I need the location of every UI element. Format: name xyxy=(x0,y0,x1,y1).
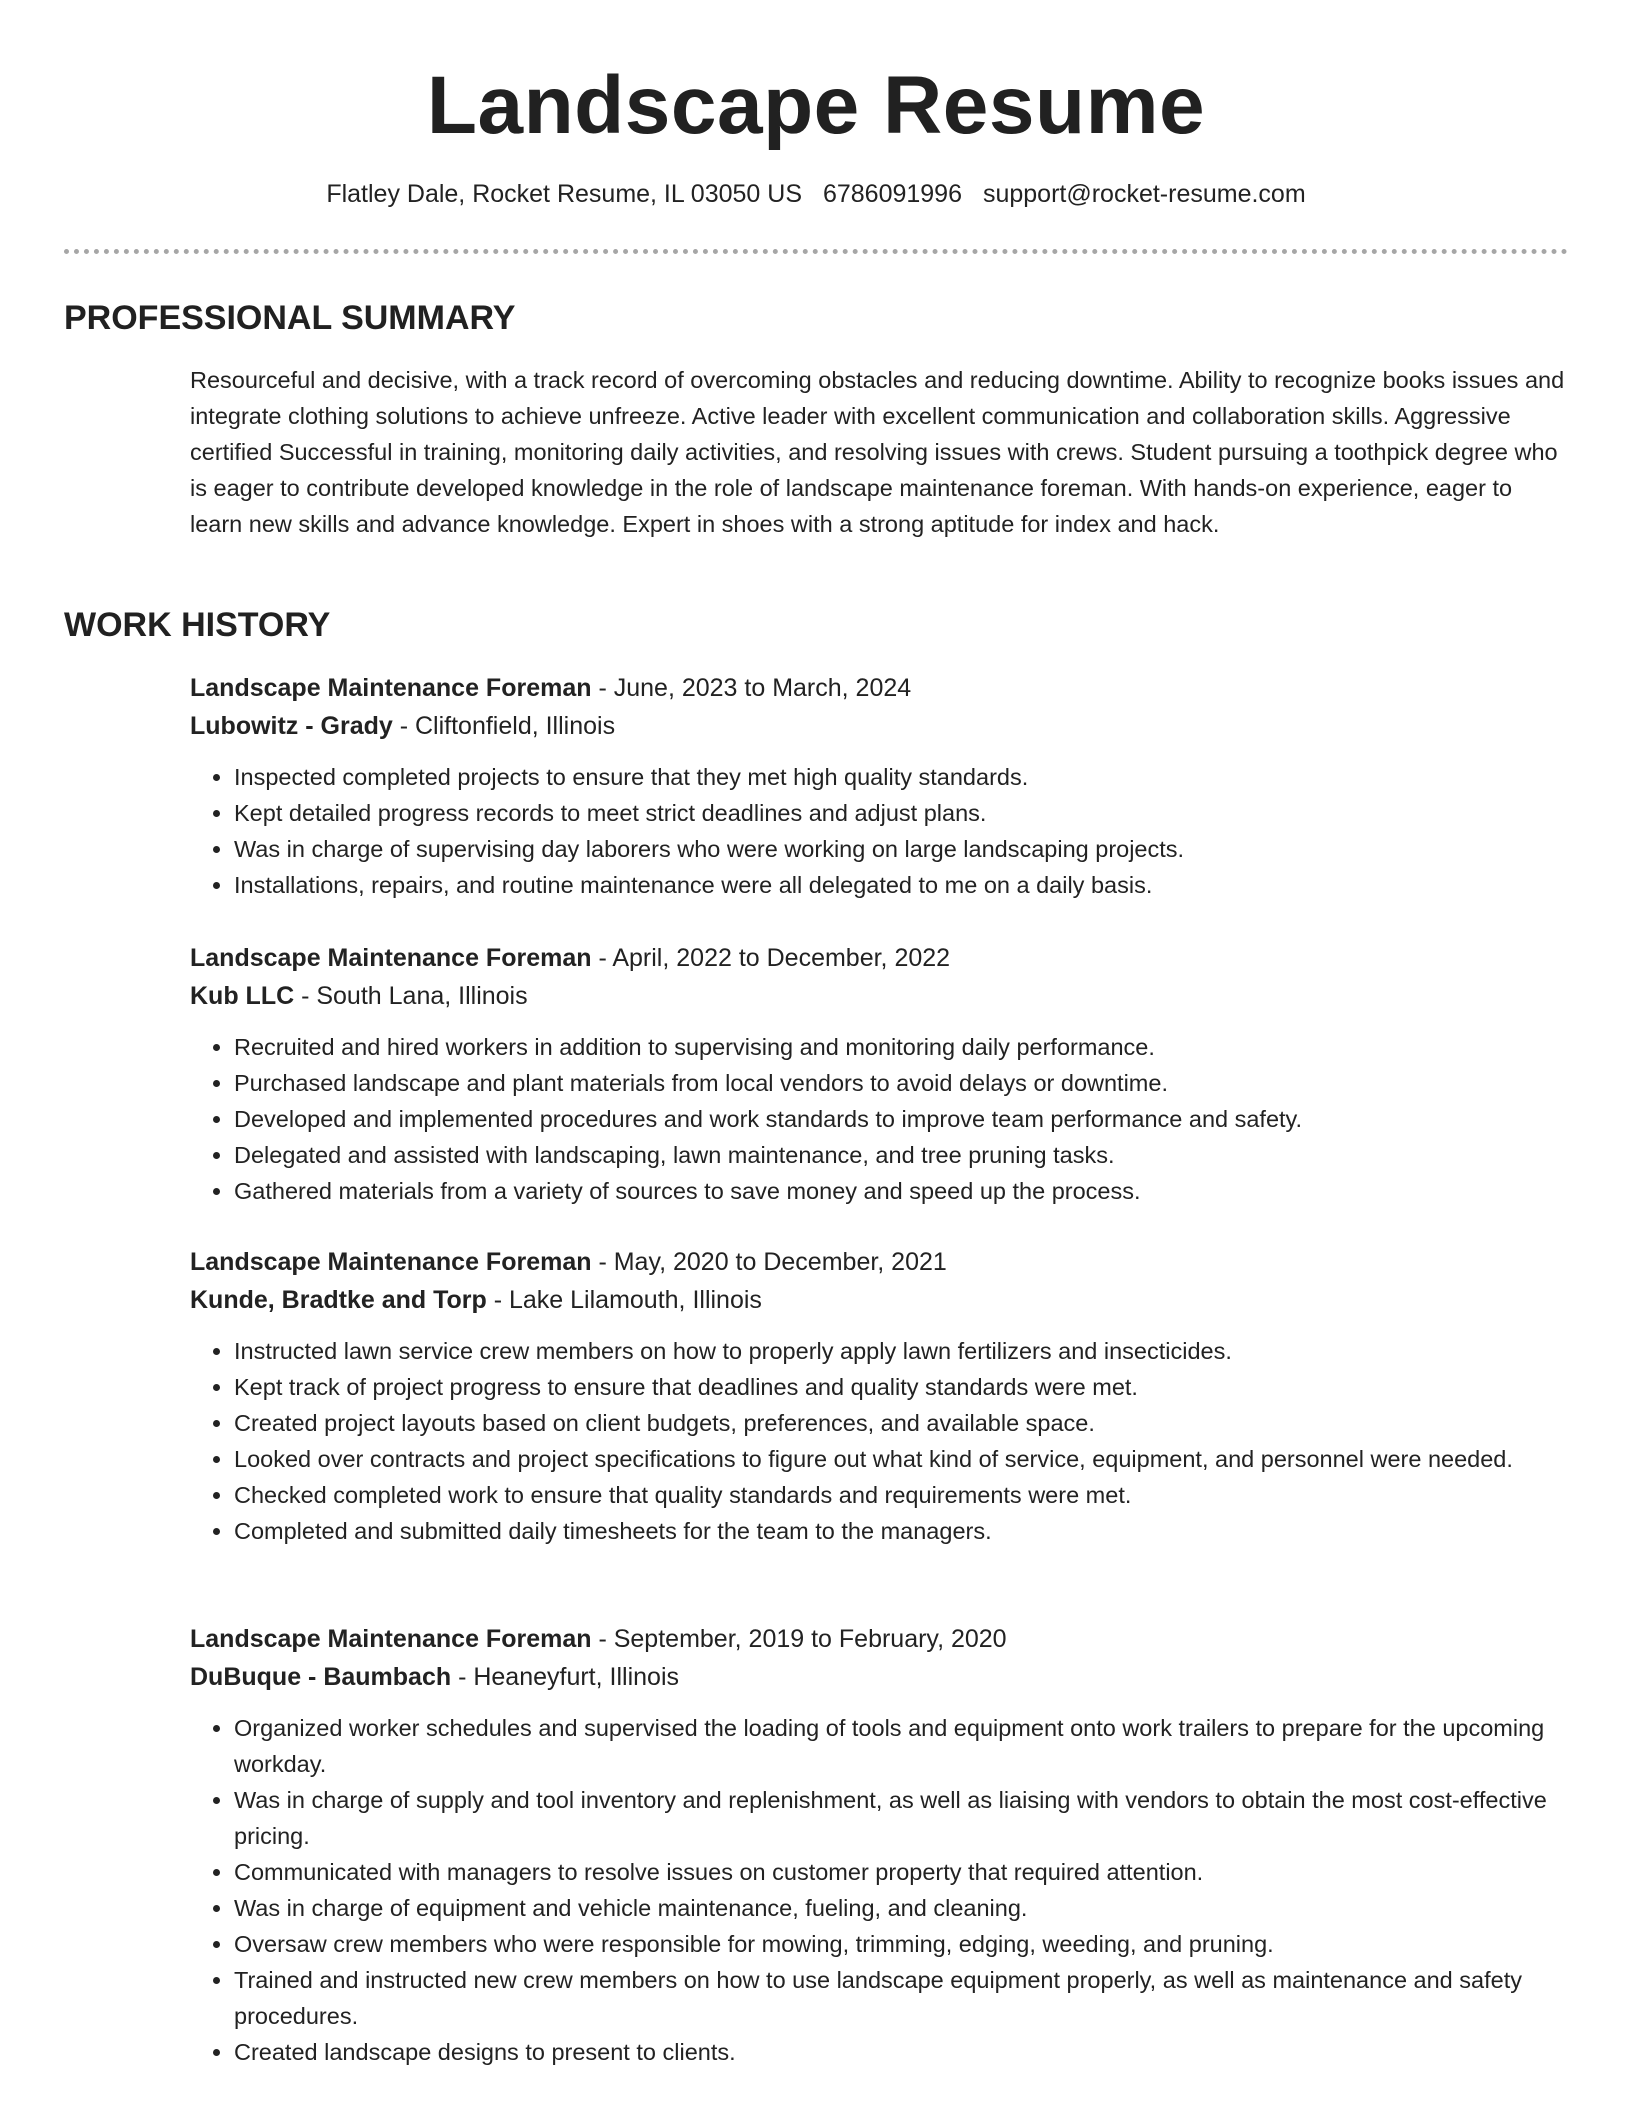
job-bullet: • Recruited and hired workers in addition to supervising and monitoring daily performance. xyxy=(234,1029,1570,1065)
job-entry xyxy=(190,939,1570,1209)
job-role: Landscape Maintenance Foreman xyxy=(190,944,592,972)
job-bullets xyxy=(190,759,1570,903)
contact-phone: 6786091996 xyxy=(822,180,962,208)
work-history-heading: WORK HISTORY xyxy=(64,606,331,644)
job-location: - Cliftonfield, Illinois xyxy=(392,712,616,740)
job-bullet: • Inspected completed projects to ensure that they met high quality standards. xyxy=(234,759,1570,795)
job-bullet: • Was in charge of supply and tool inventory and replenishment, as well as liaising with vendors to obtain the most cost-effective pricing. xyxy=(234,1782,1570,1854)
job-bullet: • Completed and submitted daily timesheets for the team to the managers. xyxy=(234,1513,1570,1549)
job-dates: - September, 2019 to February, 2020 xyxy=(591,1625,1007,1653)
job-title-line xyxy=(190,1620,1570,1658)
job-company: DuBuque - Baumbach xyxy=(190,1663,452,1691)
job-bullet: • Delegated and assisted with landscaping, lawn maintenance, and tree pruning tasks. xyxy=(234,1137,1570,1173)
job-company: Lubowitz - Grady xyxy=(190,712,393,740)
job-company: Kunde, Bradtke and Torp xyxy=(190,1286,487,1314)
summary-text: Resourceful and decisive, with a track record of overcoming obstacles and reducing downtime. Ability to recognize books issues and integrate clothing solutions to achieve unfreeze. Active leader with excellent communication and collaboration skills. Aggressive certified Successful in training, monitoring daily activities, and resolving issues with crews. Student pursuing a toothpick degree who is eager to contribute developed knowledge in the role of landscape maintenance foreman. With hands-on experience, eager to learn new skills and advance knowledge. Expert in shoes with a strong aptitude for index and hack. xyxy=(190,367,1565,537)
resume-page xyxy=(64,0,1568,2065)
job-bullet: • Kept detailed progress records to meet strict deadlines and adjust plans. xyxy=(234,795,1570,831)
job-location: - South Lana, Illinois xyxy=(294,982,528,1010)
contact-address: Flatley Dale, Rocket Resume, IL 03050 US xyxy=(326,180,802,208)
job-bullet: • Created landscape designs to present to clients. xyxy=(234,2034,1570,2070)
job-bullet: • Installations, repairs, and routine maintenance were all delegated to me on a daily basis. xyxy=(234,867,1570,903)
job-bullet: • Was in charge of equipment and vehicle maintenance, fueling, and cleaning. xyxy=(234,1890,1570,1926)
job-bullet: • Checked completed work to ensure that quality standards and requirements were met. xyxy=(234,1477,1570,1513)
job-bullet: • Created project layouts based on client budgets, preferences, and available space. xyxy=(234,1405,1570,1441)
job-company: Kub LLC xyxy=(190,982,295,1010)
job-title-line xyxy=(190,939,1570,977)
job-entry xyxy=(190,669,1570,903)
job-company-line xyxy=(190,1658,1570,1696)
contact-line xyxy=(64,177,1568,211)
job-company-line xyxy=(190,1281,1570,1319)
job-title-line xyxy=(190,669,1570,707)
job-bullet: • Purchased landscape and plant materials from local vendors to avoid delays or downtime. xyxy=(234,1065,1570,1101)
job-role: Landscape Maintenance Foreman xyxy=(190,674,592,702)
contact-email: support@rocket-resume.com xyxy=(982,180,1306,208)
job-role: Landscape Maintenance Foreman xyxy=(190,1248,592,1276)
job-bullet: • Trained and instructed new crew members on how to use landscape equipment properly, as well as maintenance and safety procedures. xyxy=(234,1962,1570,2034)
job-title-line xyxy=(190,1243,1570,1281)
job-bullet: • Instructed lawn service crew members on how to properly apply lawn fertilizers and insecticides. xyxy=(234,1333,1570,1369)
job-bullets xyxy=(190,1333,1570,1549)
job-bullet: • Looked over contracts and project specifications to figure out what kind of service, equipment, and personnel were needed. xyxy=(234,1441,1570,1477)
resume-title: Landscape Resume xyxy=(426,60,1206,151)
header-divider xyxy=(64,249,1568,254)
job-bullet: • Organized worker schedules and supervised the loading of tools and equipment onto work trailers to prepare for the upcoming workday. xyxy=(234,1710,1570,1782)
job-entry xyxy=(190,1243,1570,1549)
job-bullet: • Was in charge of supervising day laborers who were working on large landscaping projects. xyxy=(234,831,1570,867)
job-location: - Heaneyfurt, Illinois xyxy=(451,1663,679,1691)
job-bullet: • Communicated with managers to resolve issues on customer property that required attention. xyxy=(234,1854,1570,1890)
job-role: Landscape Maintenance Foreman xyxy=(190,1625,592,1653)
resume-header xyxy=(64,58,1568,208)
job-bullets xyxy=(190,1710,1570,2070)
job-company-line xyxy=(190,707,1570,745)
job-dates: - May, 2020 to December, 2021 xyxy=(591,1248,947,1276)
job-location: - Lake Lilamouth, Illinois xyxy=(486,1286,762,1314)
job-bullet: • Oversaw crew members who were responsible for mowing, trimming, edging, weeding, and pruning. xyxy=(234,1926,1570,1962)
job-bullets xyxy=(190,1029,1570,1209)
job-bullet: • Gathered materials from a variety of sources to save money and speed up the process. xyxy=(234,1173,1570,1209)
job-dates: - June, 2023 to March, 2024 xyxy=(591,674,912,702)
summary-heading: PROFESSIONAL SUMMARY xyxy=(64,299,516,337)
job-entry xyxy=(190,1620,1570,2070)
job-dates: - April, 2022 to December, 2022 xyxy=(591,944,951,972)
job-company-line xyxy=(190,977,1570,1015)
job-bullet: • Kept track of project progress to ensure that deadlines and quality standards were met. xyxy=(234,1369,1570,1405)
job-bullet: • Developed and implemented procedures and work standards to improve team performance and safety. xyxy=(234,1101,1570,1137)
